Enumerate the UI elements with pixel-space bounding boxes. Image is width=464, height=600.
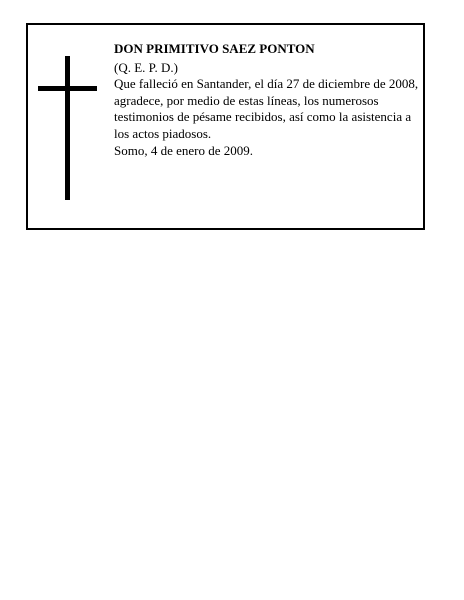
cross-vertical-bar [65,56,70,200]
cross-icon [38,56,98,200]
rip-abbreviation: (Q. E. P. D.) [114,59,178,75]
notice-text [114,41,419,159]
cross-horizontal-bar [38,86,97,91]
death-statement: Que falleció en Santander, el día 27 de diciembre de 2008, [114,76,419,92]
place-and-date: Somo, 4 de enero de 2009. [114,142,254,158]
thanks-statement: agradece, por medio de estas líneas, los numerosos testimonios de pésame recibidos, así como la asistencia a los actos piadosos. [114,92,412,141]
obituary-notice [26,23,425,230]
deceased-name: DON PRIMITIVO SAEZ PONTON [114,41,315,56]
